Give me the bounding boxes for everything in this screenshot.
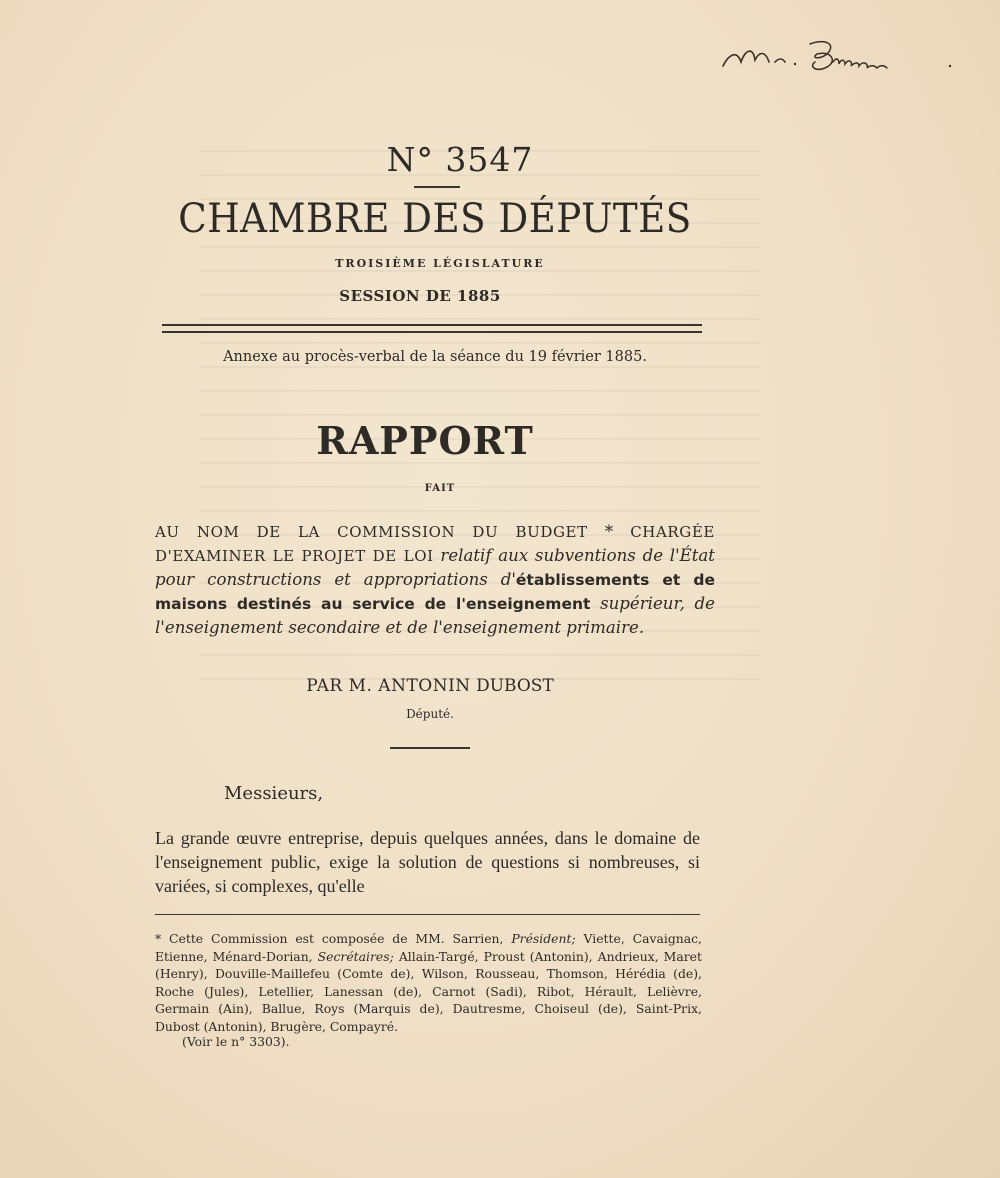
footnote-text-1: * Cette Commission est composée de MM. Sarrien, <box>155 931 512 946</box>
footnote-secretaires: Secrétaires; <box>317 948 394 964</box>
salutation: Messieurs, <box>224 783 324 804</box>
footnote-text-3: Allain-Targé, Proust (Antonin), Andrieux, Maret (Henry), Douville-Maillefeu (Comte de), Wilson, Rousseau, Thomson, Hérédia (de), Roche (Jules), Letellier, Lanessan (de), Carnot (Sadi), Ribot, Hérault, Lelièvre, Germain (Ain), Ballue, Roys (Marquis de), Dautresme, Choiseul (de), Saint-Prix, Dubost (Antonin), Brugère, Compayré. <box>155 948 702 1034</box>
footnote-rule <box>155 914 700 915</box>
footnote-president: Président; <box>511 931 576 946</box>
annexe-line: Annexe au procès-verbal de la séance du 19 février 1885. <box>223 349 647 365</box>
section-divider <box>390 747 470 749</box>
document-number: N° 3547 <box>386 140 534 179</box>
handwritten-signature <box>715 32 975 82</box>
legislature-label: TROISIÈME LÉGISLATURE <box>335 257 545 270</box>
subject-part-1: AU NOM DE LA COMMISSION DU BUDGET <box>155 523 588 541</box>
subject-part-5: supérieur, de l'enseignement secondaire et de l'enseignement primaire. <box>155 594 715 637</box>
author-line <box>160 676 700 696</box>
footnote <box>155 930 702 1036</box>
session-label: SESSION DE 1885 <box>339 287 501 305</box>
report-subject <box>155 520 715 640</box>
body-paragraph: La grande œuvre entreprise, depuis quelques années, dans le domaine de l'enseignement public, exige la solution de questions si nombreuses, si variées, si complexes, qu'elle <box>155 828 700 896</box>
subject-part-2: CHARGÉE D'EXAMINER LE PROJET DE LOI <box>155 523 715 565</box>
author-title: Député. <box>406 707 454 721</box>
header-double-rule <box>162 324 702 333</box>
footnote-marker: * <box>587 522 631 541</box>
number-underline <box>414 186 460 188</box>
subject-part-3: relatif aux subventions de l'État pour constructions et appropriations d' <box>155 546 715 589</box>
fait-label: FAIT <box>424 483 456 494</box>
report-title: RAPPORT <box>316 418 534 463</box>
footnote-text-2: Viette, Cavaignac, Etienne, Ménard-Dorian, <box>155 931 702 964</box>
author-prefix: PAR M. ANTONIN <box>306 676 471 696</box>
subject-part-4: établissements et de maisons destinés au service de l'enseignement <box>155 571 715 613</box>
author-name: DUBOST <box>470 676 554 696</box>
chamber-title: CHAMBRE DES DÉPUTÉS <box>178 196 692 242</box>
footnote-reference: (Voir le n° 3303). <box>182 1034 290 1049</box>
